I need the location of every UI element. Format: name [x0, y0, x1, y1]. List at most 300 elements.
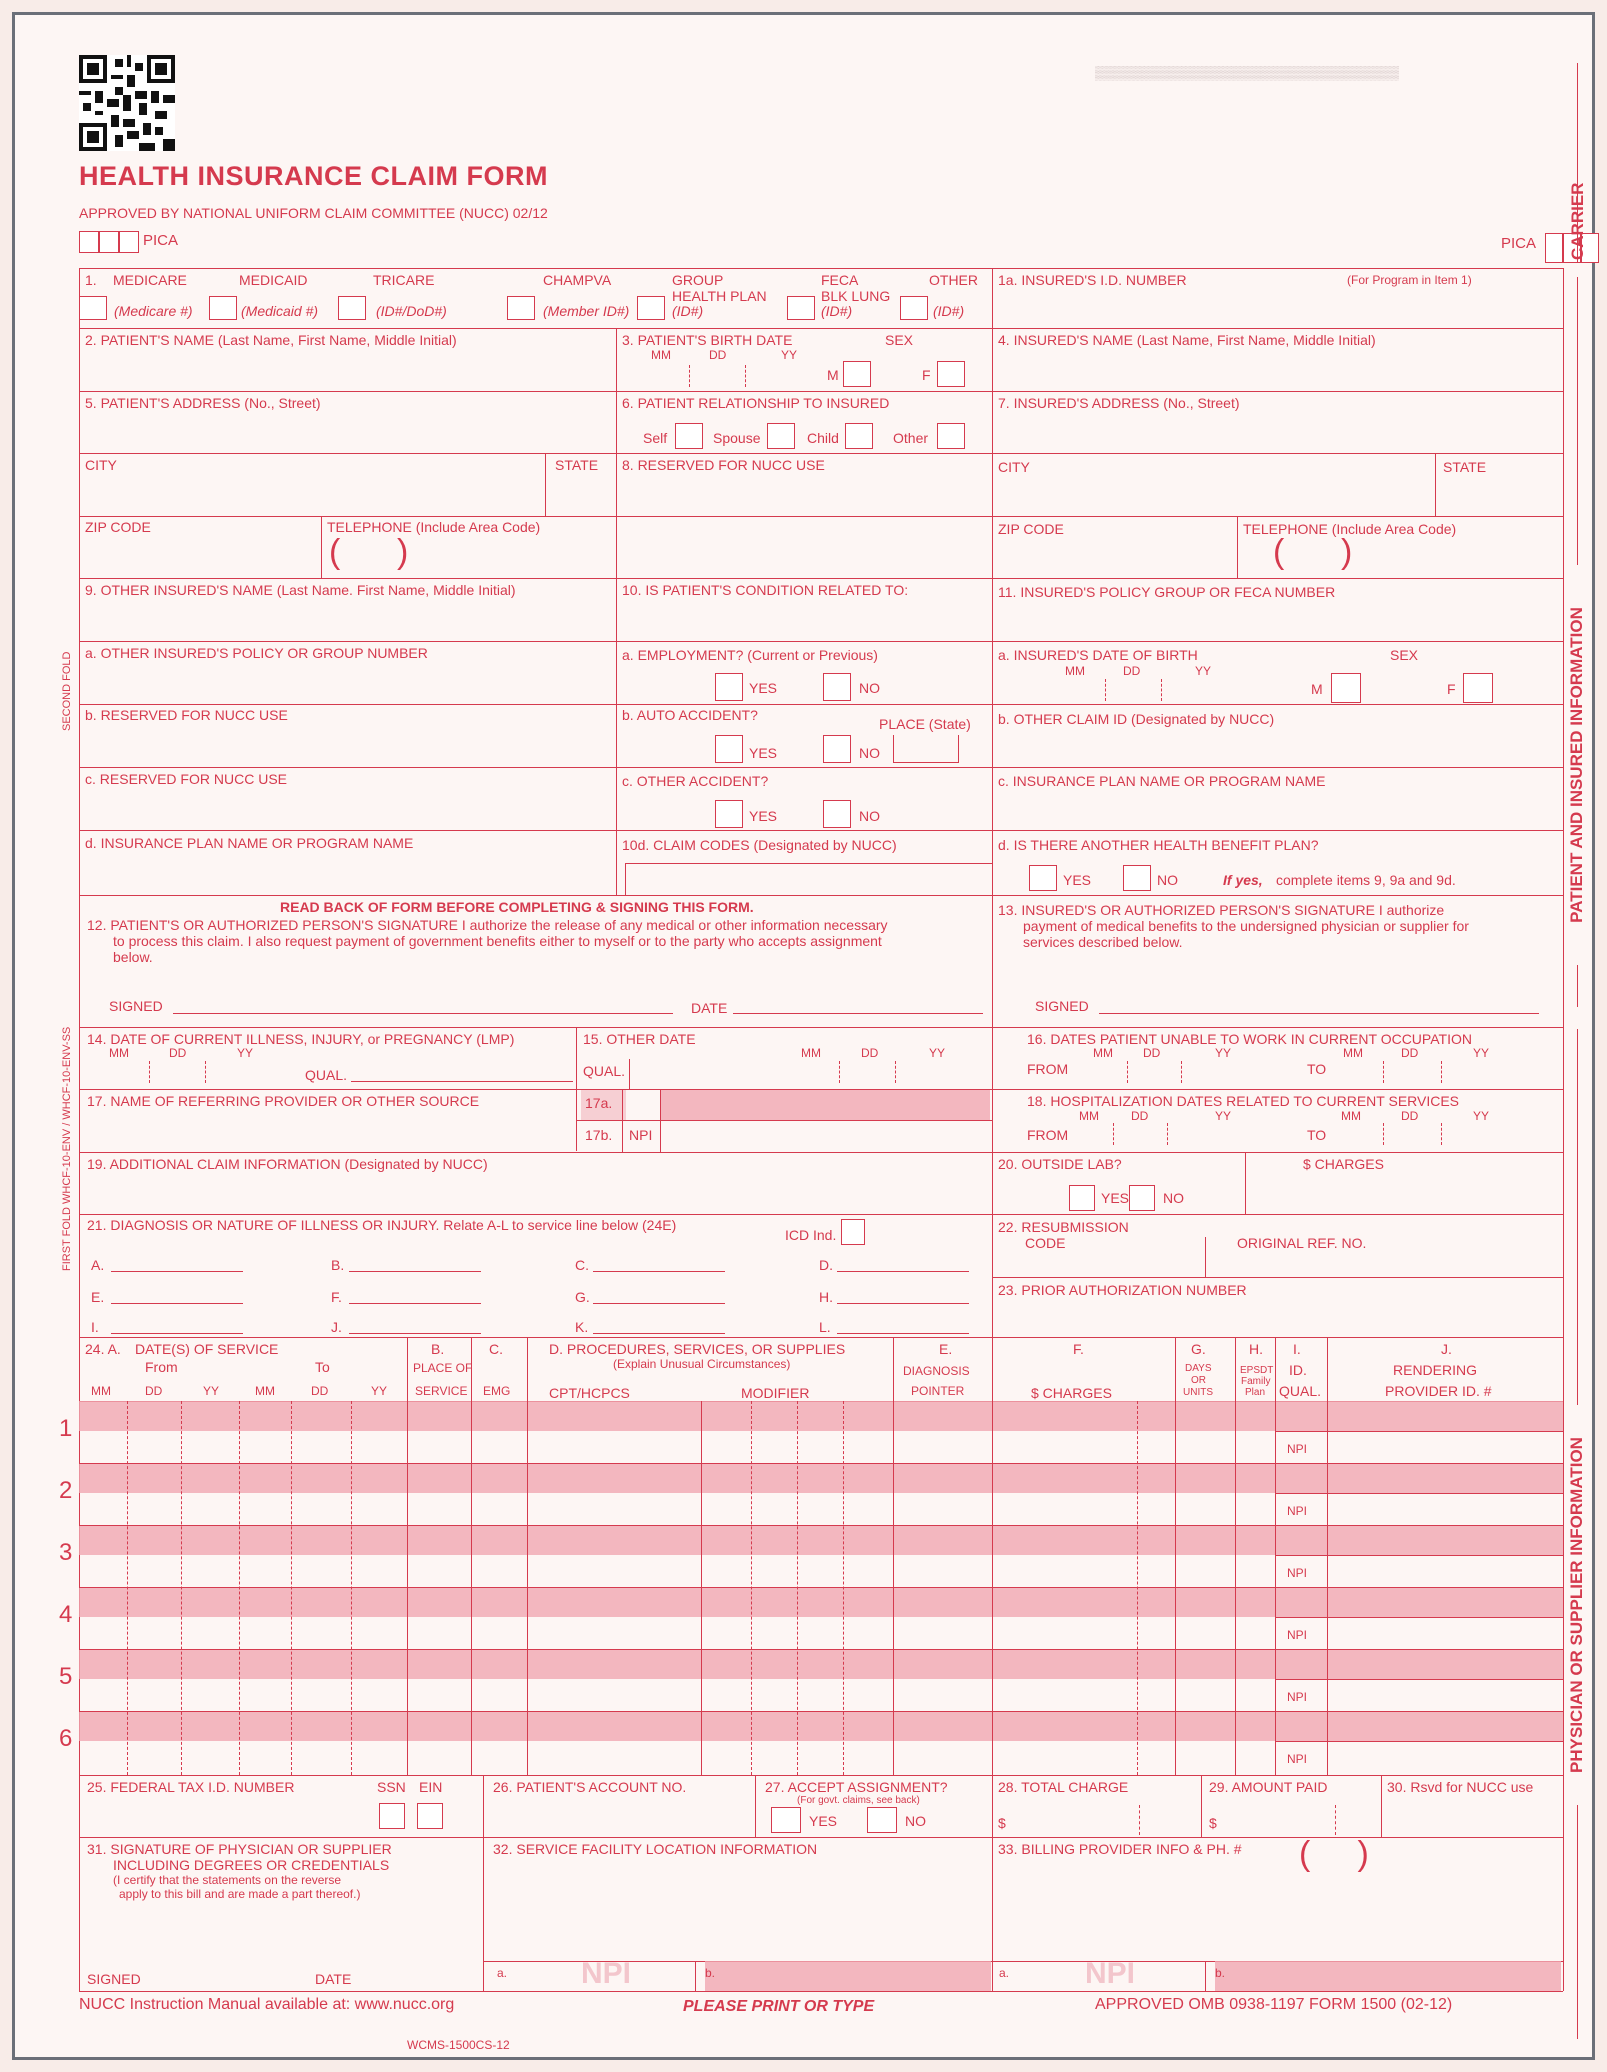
l18-mm2: MM [1341, 1109, 1361, 1123]
item1-tricare: TRICARE [373, 272, 435, 288]
insurance-plan-9d-label: d. INSURANCE PLAN NAME OR PROGRAM NAME [85, 835, 414, 851]
l18-yy: YY [1215, 1109, 1232, 1123]
date-divider [1113, 1123, 1114, 1145]
outside-lab-yes-checkbox[interactable] [1069, 1185, 1095, 1211]
dx-i: I. [91, 1319, 99, 1335]
form-title: HEALTH INSURANCE CLAIM FORM [79, 161, 548, 191]
grid-line [471, 1337, 472, 1775]
diagnosis-label: 21. DIAGNOSIS OR NATURE OF ILLNESS OR INJURY. Relate A-L to service line below (24E) [87, 1217, 677, 1233]
current-illness-label: 14. DATE OF CURRENT ILLNESS, INJURY, or PREGNANCY (LMP) [87, 1031, 515, 1047]
l15-yy: YY [929, 1046, 946, 1060]
medicaid-sub: (Medicaid #) [241, 303, 319, 319]
t24-days: DAYS [1185, 1363, 1212, 1374]
dx-j-line[interactable] [349, 1333, 481, 1334]
t24-c: C. [489, 1341, 503, 1357]
date-divider [1127, 1061, 1128, 1083]
another-plan-no-label: NO [1157, 872, 1178, 888]
signature13-line2: payment of medical benefits to the undersigned physician or supplier for [1023, 918, 1469, 934]
federal-tax-label: 25. FEDERAL TAX I.D. NUMBER [87, 1779, 295, 1795]
other-accident-yes-checkbox[interactable] [715, 800, 743, 828]
child-checkbox[interactable] [845, 423, 873, 449]
date-divider [689, 365, 690, 387]
grid-line [79, 453, 1563, 454]
row-divider [751, 1401, 752, 1775]
place-state-label: PLACE (State) [879, 716, 971, 732]
mm-label: MM [651, 348, 671, 362]
grid-line [79, 1649, 1563, 1650]
employment-label: a. EMPLOYMENT? (Current or Previous) [622, 647, 878, 663]
spouse-checkbox[interactable] [767, 423, 795, 449]
billing-b-shade [1215, 1961, 1561, 1991]
insured-zip-label: ZIP CODE [998, 521, 1064, 537]
dx-e-line[interactable] [111, 1303, 243, 1304]
employment-yes-label: YES [749, 680, 778, 696]
item1-num: 1. [85, 272, 97, 288]
self-checkbox[interactable] [675, 423, 703, 449]
row-divider [351, 1401, 352, 1775]
l14-yy: YY [237, 1046, 254, 1060]
dx-a-line[interactable] [111, 1271, 243, 1272]
t24-family: Family [1241, 1376, 1271, 1387]
pica-left-label: PICA [143, 232, 179, 249]
item1-blk-lung: BLK LUNG [821, 288, 891, 304]
birth-date-label: 3. PATIENT'S BIRTH DATE [622, 332, 793, 348]
pica-left-box[interactable] [79, 231, 99, 253]
city-label: CITY [85, 457, 117, 473]
row3-shade [79, 1525, 1563, 1555]
t24-units: UNITS [1183, 1387, 1213, 1398]
signature12-line2: to process this claim. I also request payment of government benefits either to myself or to the party who accepts assignment [113, 933, 882, 949]
other-accident-label: c. OTHER ACCIDENT? [622, 773, 769, 789]
resubmission-label: 22. RESUBMISSION [998, 1219, 1129, 1235]
row-divider [181, 1401, 182, 1775]
row-divider [1137, 1401, 1138, 1775]
signature13-line[interactable] [1099, 1013, 1539, 1014]
row-number: 1 [59, 1415, 73, 1442]
charge-divider [1335, 1805, 1336, 1835]
insured-mm-label: MM [1065, 664, 1085, 678]
pica-left-box[interactable] [99, 231, 119, 253]
facility-b-shade [705, 1961, 991, 1991]
l16-mm2: MM [1343, 1046, 1363, 1060]
pica-right-box[interactable] [1545, 233, 1563, 263]
insured-dob-label: a. INSURED'S DATE OF BIRTH [998, 647, 1198, 663]
accept-no-label: NO [905, 1813, 926, 1829]
l18-from: FROM [1027, 1127, 1069, 1143]
date-divider [1441, 1061, 1442, 1083]
other-checkbox[interactable] [900, 296, 928, 320]
insured-sex-f-checkbox[interactable] [1463, 673, 1493, 703]
row-divider [239, 1401, 240, 1775]
other-accident-no-checkbox[interactable] [823, 800, 851, 828]
row-npi-label: NPI [1287, 1504, 1308, 1518]
row-npi-label: NPI [1287, 1628, 1308, 1642]
item1-other: OTHER [929, 272, 978, 288]
insured-phone-paren: ( ) [1273, 533, 1353, 571]
row-number: 2 [59, 1477, 73, 1504]
dx-j: J. [331, 1319, 342, 1335]
physician-signature-line2: INCLUDING DEGREES OR CREDENTIALS [113, 1857, 390, 1873]
facility-a-label: a. [497, 1966, 508, 1980]
grid-line [1201, 1775, 1202, 1837]
feca-checkbox[interactable] [787, 296, 815, 320]
outside-lab-no-label: NO [1163, 1190, 1184, 1206]
date-divider [745, 365, 746, 387]
insured-sex-label: SEX [1390, 647, 1419, 663]
grid-line [1563, 268, 1564, 1991]
another-plan-no-checkbox[interactable] [1123, 865, 1151, 891]
pica-right-label: PICA [1501, 235, 1537, 252]
dx-k-line[interactable] [593, 1333, 725, 1334]
physician-date-label: DATE [315, 1971, 352, 1987]
side-label-patient-insured: PATIENT AND INSURED INFORMATION [1567, 565, 1587, 965]
charge-divider [1139, 1805, 1140, 1835]
t24-cpt: CPT/HCPCS [549, 1385, 630, 1401]
insured-id-note: (For Program in Item 1) [1347, 273, 1472, 287]
dx-b-line[interactable] [349, 1271, 481, 1272]
grid-line [79, 268, 1563, 269]
medicare-sub: (Medicare #) [114, 303, 193, 319]
grid-line [79, 1463, 1563, 1464]
accept-yes-checkbox[interactable] [771, 1807, 801, 1833]
t24-to: To [315, 1359, 330, 1375]
t24-j: J. [1441, 1341, 1452, 1357]
t24-dd2: DD [311, 1384, 329, 1398]
signature12-line[interactable] [173, 1013, 673, 1014]
date-divider [1441, 1123, 1442, 1145]
grid-line [79, 830, 1563, 831]
grid-line [79, 328, 1563, 329]
zip-label: ZIP CODE [85, 519, 151, 535]
physician-signature-line4: apply to this bill and are made a part thereof.) [119, 1887, 361, 1901]
signed12-label: SIGNED [109, 998, 163, 1014]
t24-dd1: DD [145, 1384, 163, 1398]
row-npi-label: NPI [1287, 1566, 1308, 1580]
if-yes-label: If yes, [1223, 872, 1263, 888]
grid-line [1435, 453, 1436, 516]
grid-line [79, 767, 1563, 768]
row2-shade [79, 1463, 1563, 1493]
dx-h-line[interactable] [837, 1303, 969, 1304]
reserved-8-label: 8. RESERVED FOR NUCC USE [622, 457, 825, 473]
row-number: 6 [59, 1725, 73, 1752]
grid-line [992, 1775, 993, 1991]
claim-codes-label: 10d. CLAIM CODES (Designated by NUCC) [622, 837, 897, 853]
grid-line [79, 1525, 1563, 1526]
t24-mm1: MM [91, 1384, 111, 1398]
claim-codes-field[interactable] [625, 863, 992, 895]
group-sub: (ID#) [672, 303, 704, 319]
signed13-label: SIGNED [1035, 998, 1089, 1014]
total-charge-dollar: $ [998, 1815, 1006, 1831]
grid-line [79, 578, 1563, 579]
auto-accident-label: b. AUTO ACCIDENT? [622, 707, 758, 723]
l16-from: FROM [1027, 1061, 1069, 1077]
l17a-label: 17a. [585, 1095, 613, 1111]
l17b-label: 17b. [585, 1127, 613, 1143]
auto-no-label: NO [859, 745, 880, 761]
spouse-label: Spouse [713, 430, 761, 446]
t24-diagnosis: DIAGNOSIS [903, 1364, 970, 1378]
insured-telephone-label: TELEPHONE (Include Area Code) [1243, 521, 1457, 537]
side-label-physician: PHYSICIAN OR SUPPLIER INFORMATION [1567, 1405, 1587, 1805]
grid-line [527, 1337, 528, 1775]
group-checkbox[interactable] [637, 296, 665, 320]
auto-yes-label: YES [749, 745, 778, 761]
other-rel-checkbox[interactable] [937, 423, 965, 449]
grid-line [1205, 1237, 1206, 1277]
dx-b: B. [331, 1257, 345, 1273]
dx-e: E. [91, 1289, 105, 1305]
date12-label: DATE [691, 1000, 728, 1016]
grid-line [483, 1775, 484, 1991]
child-label: Child [807, 430, 839, 446]
physician-signature-line1: 31. SIGNATURE OF PHYSICIAN OR SUPPLIER [87, 1841, 392, 1857]
footer-print-or-type: PLEASE PRINT OR TYPE [683, 1998, 875, 2015]
date-divider [149, 1061, 150, 1083]
first-fold-label: FIRST FOLD WHCF-10-ENV / WHCF-10-ENV-SS [61, 1026, 73, 1271]
t24-mm2: MM [255, 1384, 275, 1398]
grid-line [616, 328, 617, 895]
row-divider [843, 1401, 844, 1775]
grid-line [992, 1277, 1563, 1278]
accept-assignment-note: (For govt. claims, see back) [797, 1795, 920, 1806]
t24-dates-of-service: DATE(S) OF SERVICE [135, 1341, 279, 1357]
grid-line [1237, 516, 1238, 578]
qr-code-icon [79, 55, 175, 151]
footer-omb: APPROVED OMB 0938-1197 FORM 1500 (02-12) [1095, 1996, 1453, 2013]
date-divider [205, 1061, 206, 1083]
grid-line [1275, 1741, 1563, 1742]
medicare-checkbox[interactable] [79, 296, 107, 320]
employment-yes-checkbox[interactable] [715, 673, 743, 701]
t24-provider-id: PROVIDER ID. # [1385, 1383, 1492, 1399]
other-policy-label: a. OTHER INSURED'S POLICY OR GROUP NUMBER [85, 645, 428, 661]
dx-d-line[interactable] [837, 1271, 969, 1272]
sex-m-checkbox[interactable] [843, 361, 871, 387]
footer-instruction-manual: NUCC Instruction Manual available at: www.nucc.org [79, 1996, 455, 2013]
tricare-checkbox[interactable] [338, 296, 366, 320]
signature12-line1: 12. PATIENT'S OR AUTHORIZED PERSON'S SIGNATURE I authorize the release of any medical or other information necessary [87, 917, 888, 933]
outside-lab-no-checkbox[interactable] [1129, 1185, 1155, 1211]
l15-qual: QUAL. [583, 1063, 626, 1079]
grid-line [79, 1775, 1563, 1776]
grid-line [79, 895, 1563, 896]
l17a-shade [660, 1090, 990, 1120]
grid-line [545, 453, 546, 516]
l18-dd2: DD [1401, 1109, 1419, 1123]
row-number: 4 [59, 1601, 73, 1628]
t24-g: G. [1191, 1341, 1206, 1357]
form-page [12, 12, 1595, 2060]
t24-plan: Plan [1245, 1387, 1266, 1398]
grid-line [79, 1711, 1563, 1712]
auto-yes-checkbox[interactable] [715, 735, 743, 763]
insured-dd-label: DD [1123, 664, 1141, 678]
t24-d: D. PROCEDURES, SERVICES, OR SUPPLIES [549, 1341, 846, 1357]
dx-l-line[interactable] [837, 1333, 969, 1334]
medicaid-checkbox[interactable] [209, 296, 237, 320]
grid-line [1235, 1337, 1236, 1775]
row6-shade [79, 1711, 1563, 1741]
t24-modifier: MODIFIER [741, 1385, 810, 1401]
insurance-plan-label: c. INSURANCE PLAN NAME OR PROGRAM NAME [998, 773, 1326, 789]
date-divider [895, 1061, 896, 1083]
grid-line [622, 1089, 623, 1152]
row-npi-label: NPI [1287, 1752, 1308, 1766]
grid-line [629, 1059, 630, 1089]
item1-group: GROUP [672, 272, 724, 288]
date-divider [1105, 679, 1106, 701]
l15-dd: DD [861, 1046, 879, 1060]
facility-b-label: b. [705, 1966, 716, 1980]
l14-qual-line[interactable] [351, 1081, 573, 1082]
t24-qual: QUAL. [1279, 1383, 1322, 1399]
dx-g-line[interactable] [593, 1303, 725, 1304]
other-accident-yes-label: YES [749, 808, 778, 824]
row-divider [797, 1401, 798, 1775]
grid-line [755, 1775, 756, 1837]
ghost-text: ▒▒▒▒▒▒▒▒▒▒▒▒▒▒▒▒▒▒▒▒▒▒▒▒▒▒▒▒▒▒▒▒▒ [1095, 65, 1399, 80]
place-state-field[interactable] [893, 735, 959, 763]
l16-to: TO [1307, 1061, 1327, 1077]
grid-line [79, 1152, 1563, 1153]
t24-yy1: YY [203, 1384, 220, 1398]
grid-line [1205, 1961, 1206, 1991]
item1-medicare: MEDICARE [113, 272, 187, 288]
outside-lab-yes-label: YES [1101, 1190, 1130, 1206]
other-sub: (ID#) [933, 303, 965, 319]
l17b-npi: NPI [629, 1127, 653, 1143]
another-plan-yes-checkbox[interactable] [1029, 865, 1057, 891]
grid-line [1175, 1337, 1176, 1775]
sex-m-label: M [827, 367, 839, 383]
dx-g: G. [575, 1289, 590, 1305]
total-charge-label: 28. TOTAL CHARGE [998, 1779, 1129, 1795]
grid-line [1275, 1555, 1563, 1556]
dx-a: A. [91, 1257, 105, 1273]
dx-i-line[interactable] [111, 1333, 243, 1334]
billing-provider-label: 33. BILLING PROVIDER INFO & PH. # [998, 1841, 1242, 1857]
l14-qual: QUAL. [305, 1067, 348, 1083]
grid-line [79, 1991, 1563, 1992]
patient-name-label: 2. PATIENT'S NAME (Last Name, First Name, Middle Initial) [85, 332, 457, 348]
other-rel-label: Other [893, 430, 929, 446]
other-accident-no-label: NO [859, 808, 880, 824]
grid-line [576, 1120, 992, 1121]
date-divider [1161, 679, 1162, 701]
champva-sub: (Member ID#) [543, 303, 630, 319]
t24-id: ID. [1289, 1362, 1307, 1378]
item1-champva: CHAMPVA [543, 272, 612, 288]
patient-address-label: 5. PATIENT'S ADDRESS (No., Street) [85, 395, 321, 411]
state-label: STATE [555, 457, 599, 473]
approval-line: APPROVED BY NATIONAL UNIFORM CLAIM COMMITTEE (NUCC) 02/12 [79, 205, 548, 221]
grid-line [1275, 1617, 1563, 1618]
prior-auth-label: 23. PRIOR AUTHORIZATION NUMBER [998, 1282, 1247, 1298]
self-label: Self [643, 430, 668, 446]
insured-address-label: 7. INSURED'S ADDRESS (No., Street) [998, 395, 1240, 411]
t24-explain: (Explain Unusual Circumstances) [613, 1357, 791, 1371]
employment-no-checkbox[interactable] [823, 673, 851, 701]
grid-line [1381, 1775, 1382, 1837]
t24-e: E. [939, 1341, 953, 1357]
insured-id-label: 1a. INSURED'S I.D. NUMBER [998, 272, 1187, 288]
insured-sex-m-checkbox[interactable] [1331, 673, 1361, 703]
grid-line [576, 1027, 577, 1151]
date12-line[interactable] [733, 1013, 983, 1014]
ein-checkbox[interactable] [417, 1803, 443, 1829]
another-plan-yes-label: YES [1063, 872, 1092, 888]
ein-label: EIN [419, 1779, 443, 1795]
signature12-line3: below. [113, 949, 153, 965]
grid-line [1327, 1337, 1328, 1775]
date-divider [839, 1061, 840, 1083]
dx-f-line[interactable] [349, 1303, 481, 1304]
amount-paid-label: 29. AMOUNT PAID [1209, 1779, 1328, 1795]
row4-shade [79, 1587, 1563, 1617]
grid-line [79, 704, 1563, 705]
t24-rendering: RENDERING [1393, 1362, 1478, 1378]
l15-mm: MM [801, 1046, 821, 1060]
physician-signed-label: SIGNED [87, 1971, 141, 1987]
grid-line [1275, 1493, 1563, 1494]
item1-health-plan: HEALTH PLAN [672, 288, 767, 304]
sex-f-checkbox[interactable] [937, 361, 965, 387]
other-claim-id-label: b. OTHER CLAIM ID (Designated by NUCC) [998, 711, 1275, 727]
relationship-label: 6. PATIENT RELATIONSHIP TO INSURED [622, 395, 890, 411]
dx-f: F. [331, 1289, 342, 1305]
t24-pointer: POINTER [911, 1384, 965, 1398]
champva-checkbox[interactable] [507, 296, 535, 320]
policy-group-label: 11. INSURED'S POLICY GROUP OR FECA NUMBER [998, 584, 1336, 600]
date-divider [1383, 1123, 1384, 1145]
other-date-label: 15. OTHER DATE [583, 1031, 696, 1047]
insured-sex-m-label: M [1311, 681, 1323, 697]
row-divider [291, 1401, 292, 1775]
grid-line [407, 1337, 408, 1775]
ssn-checkbox[interactable] [379, 1803, 405, 1829]
accept-yes-label: YES [809, 1813, 838, 1829]
dx-c-line[interactable] [593, 1271, 725, 1272]
l14-mm: MM [109, 1046, 129, 1060]
feca-sub: (ID#) [821, 303, 853, 319]
unable-work-label: 16. DATES PATIENT UNABLE TO WORK IN CURRENT OCCUPATION [1027, 1031, 1472, 1047]
billing-b-label: b. [1215, 1966, 1226, 1980]
dx-c: C. [575, 1257, 589, 1273]
grid-line [79, 516, 1563, 517]
icd-ind-field[interactable] [841, 1219, 865, 1245]
reserved-30-label: 30. Rsvd for NUCC use [1387, 1779, 1534, 1795]
grid-line [992, 268, 993, 1027]
billing-npi-watermark: NPI [1085, 1957, 1136, 1990]
resubmission-code-label: CODE [1025, 1235, 1066, 1251]
grid-line [79, 1337, 1563, 1338]
sex-label: SEX [885, 332, 914, 348]
pica-left-box[interactable] [119, 231, 139, 253]
phone-paren: ( ) [329, 533, 409, 571]
auto-no-checkbox[interactable] [823, 735, 851, 763]
l18-mm: MM [1079, 1109, 1099, 1123]
dx-l: L. [819, 1319, 831, 1335]
accept-no-checkbox[interactable] [867, 1807, 897, 1833]
insured-city-label: CITY [998, 459, 1030, 475]
t24-epsdt: EPSDT [1240, 1365, 1274, 1376]
tricare-sub: (ID#/DoD#) [376, 303, 447, 319]
t24-from: From [145, 1359, 178, 1375]
grid-line-thick [79, 1027, 1563, 1028]
side-label-carrier: CARRIER [1568, 182, 1587, 260]
